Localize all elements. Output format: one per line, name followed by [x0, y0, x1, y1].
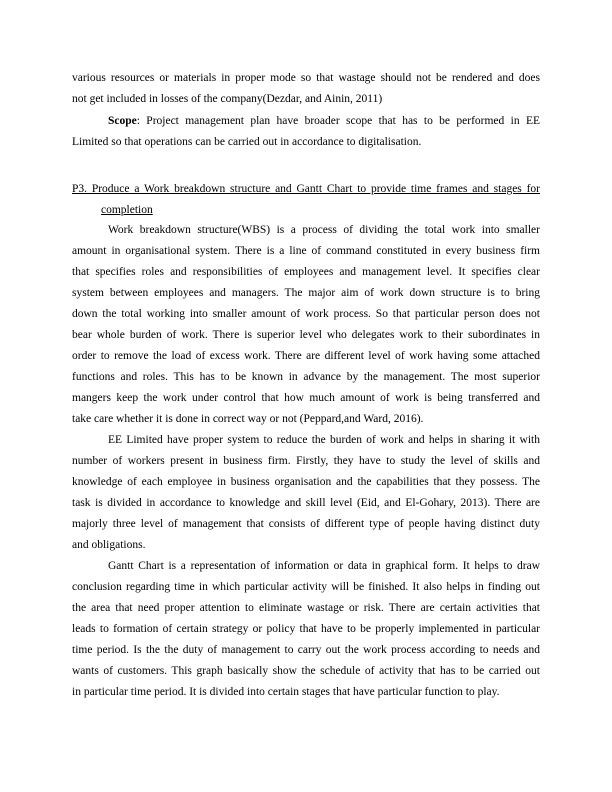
wbs-line-8: functions and roles. This has to be known in advance by the management. The most superior [72, 371, 540, 383]
wbs-line-10: take care whether it is done in correct way or not (Peppard,and Ward, 2016). [72, 413, 424, 425]
scope-line-1-text: : Project management plan have broader scope that has to be performed in EE [136, 115, 540, 127]
ee-line-2: number of workers present in business firm. Firstly, they have to study the level of skills and [72, 455, 540, 467]
ee-line-1: EE Limited have proper system to reduce the burden of work and helps in sharing it with [108, 434, 540, 446]
gantt-line-1: Gantt Chart is a representation of information or data in graphical form. It helps to draw [108, 560, 540, 572]
ee-line-5: majorly three level of management that consists of different type of people having distinct duty [72, 518, 540, 530]
intro-line-1: various resources or materials in proper mode so that wastage should not be rendered and does [72, 72, 540, 84]
ee-line-6: and obligations. [72, 539, 146, 551]
wbs-line-9: mangers keep the work under control that how much amount of work is being transferred and [72, 392, 540, 404]
wbs-line-3: that specifies roles and responsibilities of employees and management level. It specifies clear [72, 266, 540, 278]
wbs-line-2: amount in organisational system. There is a line of command constituted in every business firm [72, 245, 540, 257]
scope-label: Scope [108, 115, 137, 127]
ee-line-4: task is divided in accordance to knowledge and skill level (Eid, and El-Gohary, 2013). There are [72, 497, 540, 509]
gantt-line-3: the area that need proper attention to eliminate wastage or risk. There are certain activities that [72, 602, 540, 614]
scope-line-2: Limited so that operations can be carried out in accordance to digitalisation. [72, 136, 422, 148]
wbs-line-4: system between employees and managers. The major aim of work down structure is to bring [72, 287, 540, 299]
section-heading-line-1: P3. Produce a Work breakdown structure and Gantt Chart to provide time frames and stages for [72, 183, 540, 195]
wbs-line-6: bear whole burden of work. There is superior level who delegates work to their subordinates in [72, 329, 540, 341]
gantt-line-5: time period. Is the the duty of management to carry out the work process according to needs and [72, 644, 540, 656]
intro-line-2: not get included in losses of the company(Dezdar, and Ainin, 2011) [72, 93, 383, 105]
gantt-line-2: conclusion regarding time in which particular activity will be finished. It also helps in finding out [72, 581, 540, 593]
wbs-line-1: Work breakdown structure(WBS) is a process of dividing the total work into smaller [108, 224, 540, 236]
section-heading-line-2: completion [101, 204, 153, 216]
wbs-line-5: down the total working into smaller amount of work process. So that particular person does not [72, 308, 540, 320]
scope-line-1 [72, 114, 540, 128]
ee-line-3: knowledge of each employee in business organisation and the capabilities that they possess. The [72, 476, 540, 488]
gantt-line-6: wants of customers. This graph basically show the schedule of activity that has to be carried out [72, 665, 540, 677]
gantt-line-7: in particular time period. It is divided into certain stages that have particular function to play. [72, 686, 500, 698]
gantt-line-4: leads to formation of certain strategy or policy that have to be properly implemented in particular [72, 623, 540, 635]
wbs-line-7: order to remove the load of excess work. There are different level of work having some attached [72, 350, 540, 362]
